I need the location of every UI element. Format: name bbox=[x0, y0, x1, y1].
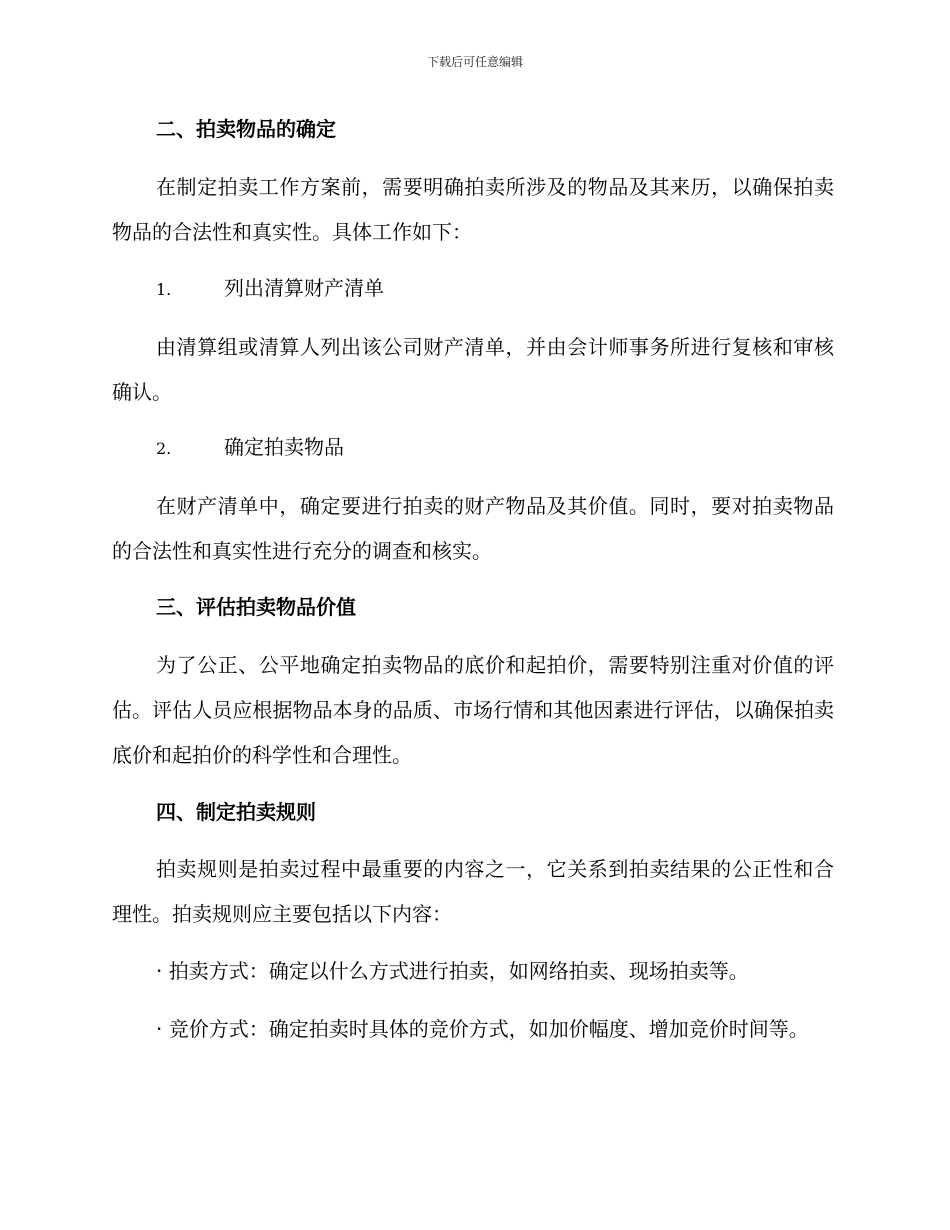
numbered-item-1 bbox=[112, 266, 878, 312]
section-heading-2: 二、拍卖物品的确定 bbox=[156, 117, 336, 141]
section-4-intro-paragraph: 拍卖规则是拍卖过程中最重要的内容之一，它关系到拍卖结果的公正性和合理性。拍卖规则应主要包括以下内容： bbox=[112, 857, 834, 926]
numbered-item-2 bbox=[112, 425, 878, 471]
bullet-item-bidding-method: · 竞价方式：确定拍卖时具体的竞价方式，如加价幅度、增加竞价时间等。 bbox=[156, 1017, 809, 1041]
section-2-intro-paragraph: 在制定拍卖工作方案前，需要明确拍卖所涉及的物品及其来历，以确保拍卖物品的合法性和真实性。具体工作如下： bbox=[112, 175, 834, 244]
bullet-item-auction-method: · 拍卖方式：确定以什么方式进行拍卖，如网络拍卖、现场拍卖等。 bbox=[156, 959, 749, 983]
section-heading-4: 四、制定拍卖规则 bbox=[156, 800, 316, 824]
section-3-paragraph: 为了公正、公平地确定拍卖物品的底价和起拍价，需要特别注重对价值的评估。评估人员应根据物品本身的品质、市场行情和其他因素进行评估，以确保拍卖底价和起拍价的科学性和合理性。 bbox=[112, 653, 834, 767]
section-heading-3: 三、评估拍卖物品价值 bbox=[156, 595, 356, 619]
item-1-number: 1. bbox=[156, 280, 172, 299]
page-header-note: 下载后可任意编辑 bbox=[426, 55, 523, 69]
item-2-title: 确定拍卖物品 bbox=[224, 435, 344, 459]
item-1-paragraph: 由清算组或清算人列出该公司财产清单，并由会计师事务所进行复核和审核确认。 bbox=[112, 335, 834, 404]
item-2-paragraph: 在财产清单中，确定要进行拍卖的财产物品及其价值。同时，要对拍卖物品的合法性和真实性进行充分的调查和核实。 bbox=[112, 494, 834, 563]
item-1-title: 列出清算财产清单 bbox=[224, 276, 384, 300]
item-2-number: 2. bbox=[156, 439, 172, 458]
